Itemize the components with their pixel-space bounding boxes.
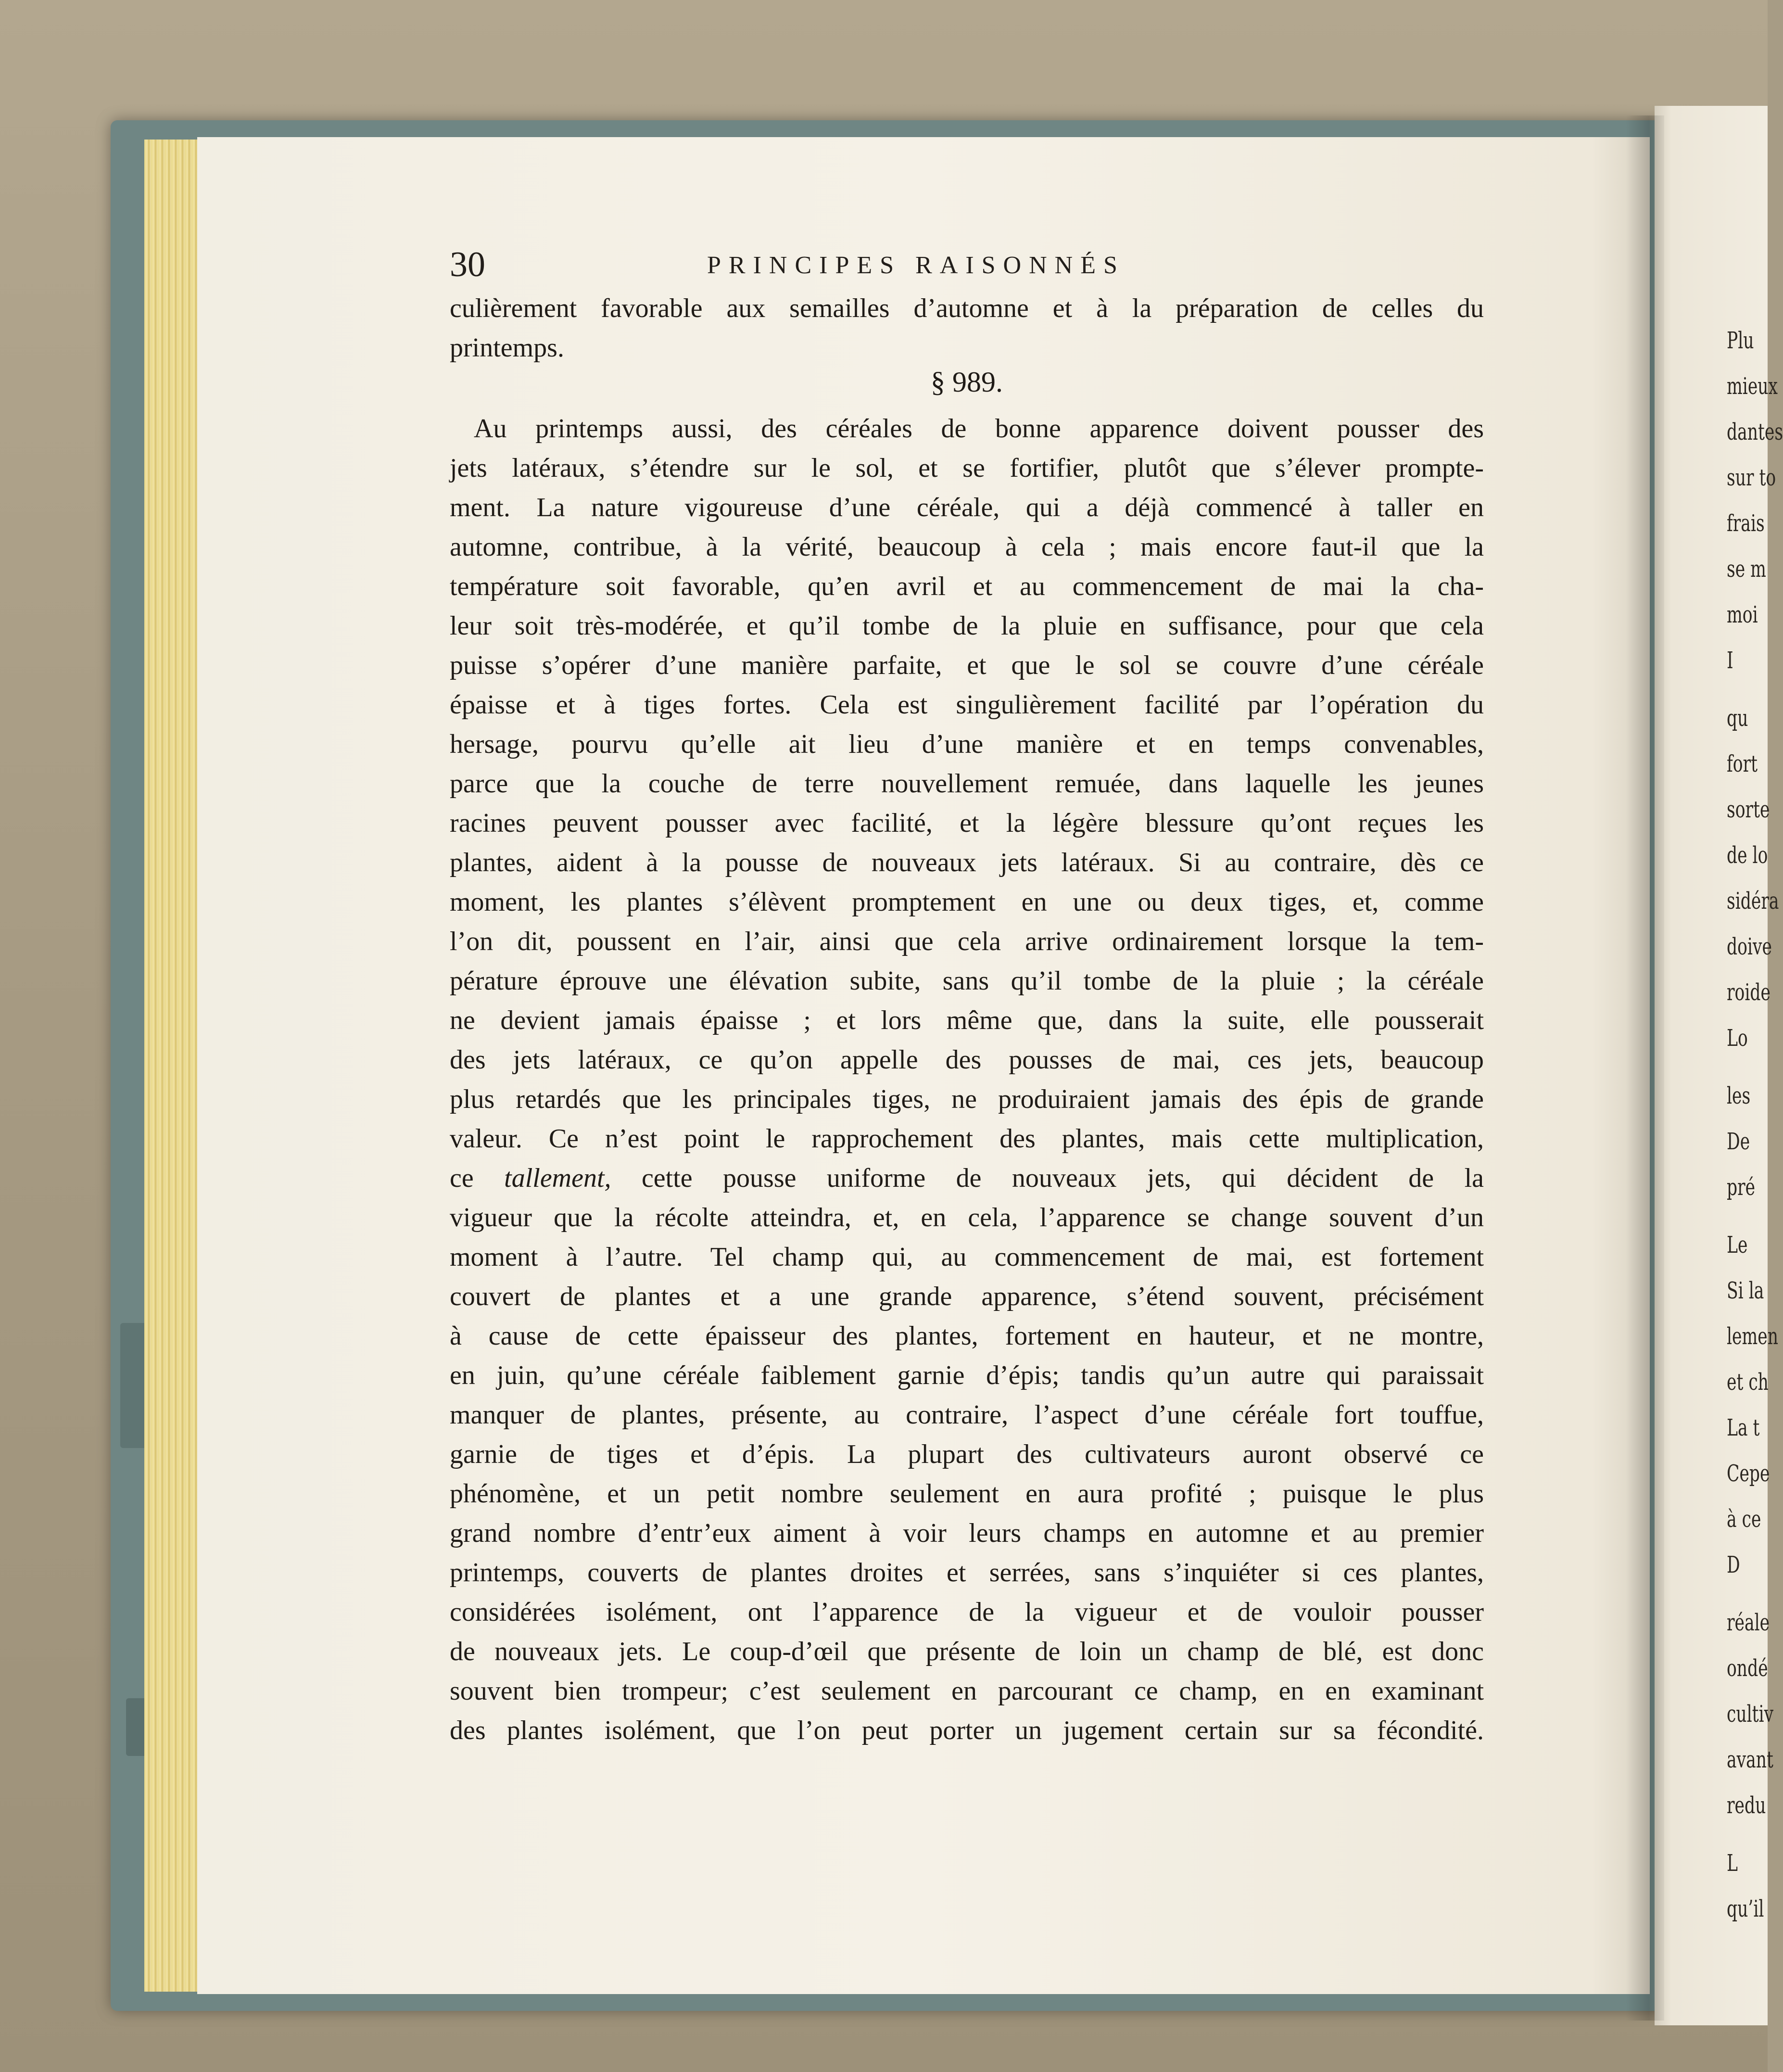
- text-line: moment, les plantes s’élèvent promptement en une ou deux tiges, et, comme: [450, 887, 1484, 917]
- running-title: PRINCIPES RAISONNÉS: [707, 252, 1125, 279]
- facing-page-fragment: moi: [1727, 601, 1758, 628]
- facing-page-fragment: sur to: [1727, 464, 1776, 491]
- text-line: leur soit très-modérée, et qu’il tombe de la pluie en suffisance, pour que cela: [450, 611, 1484, 641]
- text-run: ce: [450, 1163, 474, 1193]
- text-line: puisse s’opérer d’une manière parfaite, et que le sol se couvre d’une céréale: [450, 650, 1484, 680]
- facing-page-fragment: D: [1727, 1551, 1740, 1578]
- facing-page-fragment: frais: [1727, 510, 1765, 537]
- italic-term: tallement,: [504, 1163, 611, 1193]
- text-line: température soit favorable, qu’en avril et au commencement de mai la cha-: [450, 572, 1484, 601]
- text-line: ment. La nature vigoureuse d’une céréale, qui a déjà commencé à taller en: [450, 493, 1484, 522]
- facing-page-fragment: qu’il: [1727, 1895, 1764, 1922]
- text-line: culièrement favorable aux semailles d’automne et à la préparation de celles du: [450, 293, 1484, 323]
- facing-page-fragment: se m: [1727, 556, 1766, 583]
- section-number: § 989.: [931, 366, 1003, 398]
- facing-page-fragment: mieux: [1727, 373, 1778, 400]
- text-line: printemps, couverts de plantes droites et serrées, sans s’inquiéter si ces plantes,: [450, 1558, 1484, 1588]
- facing-page-fragment: De: [1727, 1128, 1750, 1155]
- text-line: des jets latéraux, ce qu’on appelle des pousses de mai, ces jets, beaucoup: [450, 1045, 1484, 1075]
- facing-page-fragment: Lo: [1727, 1025, 1748, 1052]
- text-line: considérées isolément, ont l’apparence de la vigueur et de vouloir pousser: [450, 1597, 1484, 1627]
- facing-page-fragment: à ce: [1727, 1506, 1761, 1533]
- text-line: des plantes isolément, que l’on peut porter un jugement certain sur sa fécondité.: [450, 1716, 1484, 1745]
- facing-page-fragment: sidéra: [1727, 888, 1779, 915]
- text-line: Au printemps aussi, des céréales de bonne apparence doivent pousser des: [474, 414, 1484, 444]
- text-line: valeur. Ce n’est point le rapprochement des plantes, mais cette multiplication,: [450, 1124, 1484, 1154]
- text-line: à cause de cette épaisseur des plantes, fortement en hauteur, et ne montre,: [450, 1321, 1484, 1351]
- facing-page-fragment: lemen: [1727, 1323, 1778, 1350]
- text-line: manquer de plantes, présente, au contraire, l’aspect d’une céréale fort touffue,: [450, 1400, 1484, 1430]
- facing-page-fragment: avant: [1727, 1746, 1773, 1773]
- text-line: phénomène, et un petit nombre seulement en aura profité ; puisque le plus: [450, 1479, 1484, 1509]
- text-line: moment à l’autre. Tel champ qui, au commencement de mai, est fortement: [450, 1242, 1484, 1272]
- text-line: parce que la couche de terre nouvellement remuée, dans laquelle les jeunes: [450, 769, 1484, 799]
- text-line: couvert de plantes et a une grande apparence, s’étend souvent, précisément: [450, 1282, 1484, 1311]
- facing-page-fragment: fort: [1727, 750, 1758, 777]
- text-line: hersage, pourvu qu’elle ait lieu d’une manière et en temps convenables,: [450, 729, 1484, 759]
- facing-page-fragment: et ch: [1727, 1369, 1769, 1396]
- text-line: printemps.: [450, 333, 564, 363]
- facing-page-fragment: dantes: [1727, 419, 1783, 445]
- text-line: plantes, aident à la pousse de nouveaux jets latéraux. Si au contraire, dès ce: [450, 848, 1484, 877]
- facing-page-fragment: Plu: [1727, 327, 1754, 354]
- text-line: ne devient jamais épaisse ; et lors même que, dans la suite, elle pousserait: [450, 1005, 1484, 1035]
- spine-shadow: [1626, 115, 1664, 2021]
- facing-page-fragment: sorte: [1727, 796, 1770, 823]
- text-line: jets latéraux, s’étendre sur le sol, et se fortifier, plutôt que s’élever prompte-: [450, 453, 1484, 483]
- facing-page-fragment: La t: [1727, 1414, 1760, 1441]
- facing-page-fragment: pré: [1727, 1174, 1756, 1201]
- facing-page-fragment: L: [1727, 1850, 1738, 1877]
- facing-page-fragment: Cepe: [1727, 1460, 1770, 1487]
- facing-page-fragment: redu: [1727, 1792, 1766, 1819]
- facing-page-fragment: ondé: [1727, 1655, 1768, 1682]
- text-line: racines peuvent pousser avec facilité, et la légère blessure qu’ont reçues les: [450, 808, 1484, 838]
- facing-page-fragment: Si la: [1727, 1277, 1764, 1304]
- text-line: épaisse et à tiges fortes. Cela est singulièrement facilité par l’opération du: [450, 690, 1484, 720]
- text-line: [450, 1158, 1484, 1198]
- facing-page-fragment: réale: [1727, 1609, 1770, 1636]
- facing-page-fragment: Le: [1727, 1232, 1748, 1258]
- page-number: 30: [450, 245, 485, 284]
- facing-page-fragment: les: [1727, 1082, 1751, 1109]
- facing-page-fragment: qu: [1727, 705, 1748, 732]
- facing-page-fragment: doive: [1727, 933, 1772, 960]
- text-line: grand nombre d’entr’eux aiment à voir leurs champs en automne et au premier: [450, 1518, 1484, 1548]
- text-run: cette pousse uniforme de nouveaux jets, qui décident de la: [641, 1163, 1484, 1193]
- text-line: en juin, qu’une céréale faiblement garnie d’épis; tandis qu’un autre qui paraissait: [450, 1360, 1484, 1390]
- text-line: automne, contribue, à la vérité, beaucoup à cela ; mais encore faut-il que la: [450, 532, 1484, 562]
- text-line: plus retardés que les principales tiges, ne produiraient jamais des épis de grande: [450, 1084, 1484, 1114]
- facing-page: [1655, 106, 1783, 2025]
- text-line: l’on dit, poussent en l’air, ainsi que cela arrive ordinairement lorsque la tem-: [450, 927, 1484, 956]
- text-line: vigueur que la récolte atteindra, et, en cela, l’apparence se change souvent d’un: [450, 1203, 1484, 1233]
- text-line: souvent bien trompeur; c’est seulement en parcourant ce champ, en en examinant: [450, 1676, 1484, 1706]
- text-line: pérature éprouve une élévation subite, sans qu’il tombe de la pluie ; la céréale: [450, 966, 1484, 996]
- text-line: garnie de tiges et d’épis. La plupart des cultivateurs auront observé ce: [450, 1439, 1484, 1469]
- facing-page-fragment: de lo: [1727, 842, 1768, 869]
- facing-page-fragment: cultiv: [1727, 1701, 1774, 1728]
- text-line: de nouveaux jets. Le coup-d’œil que présente de loin un champ de blé, est donc: [450, 1637, 1484, 1666]
- facing-page-fragment: roide: [1727, 979, 1770, 1006]
- facing-page-fragment: I: [1727, 647, 1733, 674]
